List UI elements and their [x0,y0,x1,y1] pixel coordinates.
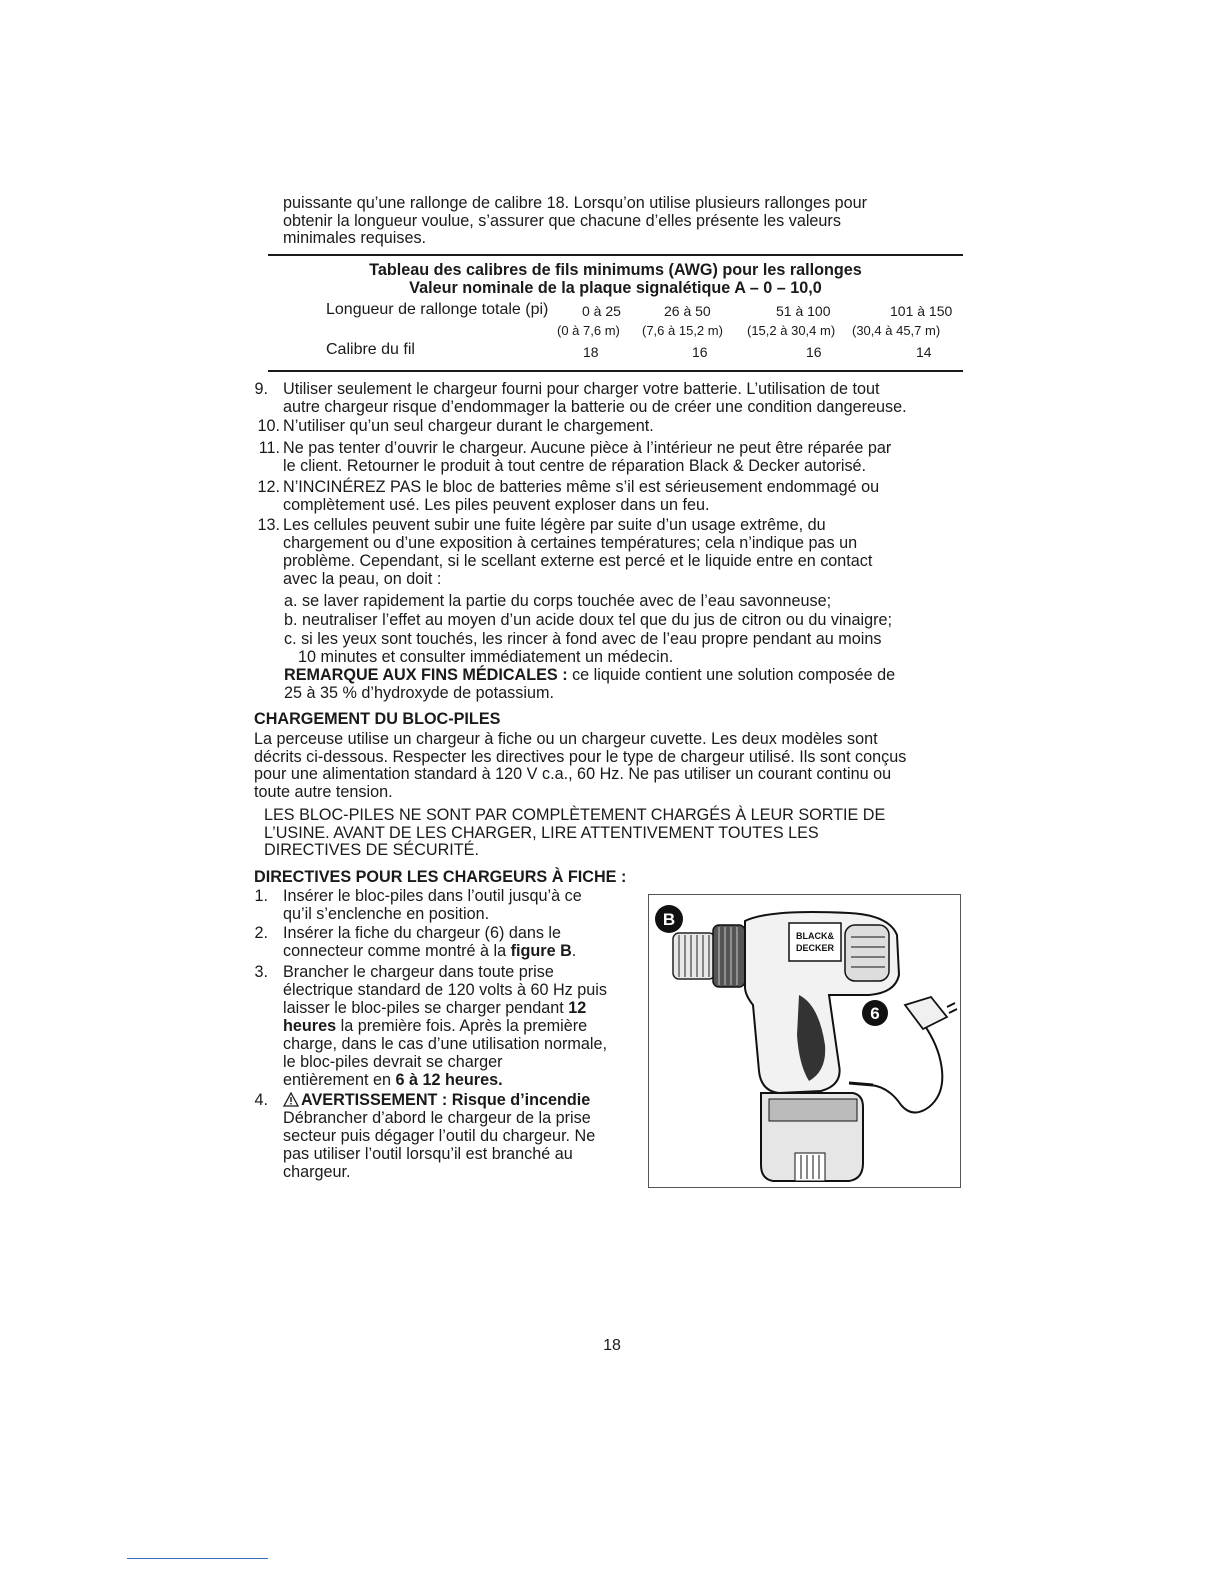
step-line: charge, dans le cas d’une utilisation normale, [283,1035,607,1053]
table-cell: 16 [806,344,822,360]
step-line [283,1072,503,1090]
paragraph-line: La perceuse utilise un chargeur à fiche ou un chargeur cuvette. Les deux modèles sont [254,730,878,748]
step-line: Débrancher d’abord le chargeur de la prise [283,1109,591,1127]
figure-reference: figure B [510,942,572,960]
step-number: 3. [254,963,268,981]
step-emphasis: 6 à 12 heures. [395,1071,503,1089]
step-line: Insérer la fiche du chargeur (6) dans le [283,924,562,942]
paragraph-line: décrits ci-dessous. Respecter les directives pour le type de chargeur utilisé. Ils sont conçus [254,747,907,766]
table-top-rule [268,254,963,256]
sub-item-b: b. neutraliser l’effet au moyen d’un acide doux tel que du jus de citron ou du vinaigre; [284,611,893,629]
list-number: 11. [258,439,280,457]
intro-line: obtenir la longueur voulue, s’assurer que chacune d’elles présente les valeurs [283,211,841,230]
step-line [283,1018,587,1036]
intro-line: puissante qu’une rallonge de calibre 18. Lorsqu’on utilise plusieurs rallonges pour [283,194,868,212]
table-row-gauge-label: Calibre du fil [326,341,415,358]
page-number: 18 [603,1337,621,1354]
table-cell: 16 [692,344,708,360]
list-number: 12. [257,478,280,496]
table-cell: 14 [916,344,932,360]
table-cell-metric: (0 à 7,6 m) [557,323,620,338]
list-item-line: N’utiliser qu’un seul chargeur durant le chargement. [283,417,654,435]
list-item-line: Utiliser seulement le chargeur fourni pour charger votre batterie. L’utilisation de tout [283,380,880,398]
brand-logo-line1: BLACK& [796,931,834,941]
paragraph-line: toute autre tension. [254,782,393,801]
list-item-line: N’INCINÉREZ PAS le bloc de batteries même s’il est sérieusement endommagé ou [283,478,880,496]
notice-line: L’USINE. AVANT DE LES CHARGER, LIRE ATTENTIVEMENT TOUTES LES [264,823,819,842]
intro-line: minimales requises. [283,229,427,248]
warning-title: AVERTISSEMENT : Risque d’incendie [301,1091,591,1109]
table-cell: 18 [583,344,599,360]
table-cell-metric: (15,2 à 30,4 m) [747,323,836,338]
sub-item-c-line2: 10 minutes et consulter immédiatement un médecin. [298,648,674,666]
drill-illustration [649,895,960,1187]
table-cell: 0 à 25 [582,303,621,319]
step-line [283,1000,586,1018]
step-emphasis: heures [283,1017,337,1035]
step-line [283,943,576,961]
medical-note-label: REMARQUE AUX FINS MÉDICALES : [284,666,568,684]
brand-logo-line2: DECKER [795,943,835,953]
step-text: entièrement en [283,1071,396,1089]
table-row-length-label: Longueur de rallonge totale (pi) [326,301,549,318]
medical-note [284,667,895,685]
paragraph-line: pour une alimentation standard à 120 V c.a., 60 Hz. Ne pas utiliser un courant continu ou [254,765,892,784]
footer-rule [127,1558,268,1559]
list-item-line: Les cellules peuvent subir une fuite légère par suite d’un usage extrême, du [283,516,826,534]
figure-b [648,894,961,1188]
step-line: Brancher le chargeur dans toute prise [283,963,554,981]
table-subtitle: Valeur nominale de la plaque signalétique A – 0 – 10,0 [409,279,822,297]
list-item-line: problème. Cependant, si le scellant externe est percé et le liquide entre en contact [283,552,873,570]
list-item-line: Ne pas tenter d’ouvrir le chargeur. Aucune pièce à l’intérieur ne peut être réparée par [283,439,892,457]
table-cell: 51 à 100 [776,303,831,319]
list-item-line: le client. Retourner le produit à tout centre de réparation Black & Decker autorisé. [283,457,867,475]
medical-note-text: ce liquide contient une solution composée de [567,666,896,684]
list-number: 9. [254,380,268,398]
table-cell: 26 à 50 [664,303,711,319]
step-emphasis: 12 [568,999,587,1017]
sub-item-a: a. se laver rapidement la partie du corps touchée avec de l’eau savonneuse; [284,592,832,610]
table-cell-metric: (7,6 à 15,2 m) [642,323,723,338]
list-item-line: avec la peau, on doit : [283,570,442,588]
table-title: Tableau des calibres de fils minimums (AWG) pour les rallonges [369,261,862,279]
step-number: 1. [254,887,268,905]
figure-label-6: 6 [870,1004,880,1023]
step-number: 2. [254,924,268,942]
section-heading-charging: CHARGEMENT DU BLOC-PILES [254,710,501,728]
step-line: pas utiliser l’outil lorsqu’il est branché au [283,1145,573,1163]
notice-line: DIRECTIVES DE SÉCURITÉ. [264,841,479,860]
step-text: . [571,942,577,960]
figure-label-b: B [662,910,676,929]
sub-item-c: c. si les yeux sont touchés, les rincer à fond avec de l’eau propre pendant au moins [284,630,882,648]
charging-notice [264,807,964,860]
section-heading-plug-charger: DIRECTIVES POUR LES CHARGEURS À FICHE : [254,868,627,886]
list-item-line: complètement usé. Les piles peuvent exploser dans un feu. [283,496,710,514]
list-item-line: autre chargeur risque d’endommager la batterie ou de créer une condition dangereuse. [283,398,907,416]
step-text: la première fois. Après la première [336,1017,588,1035]
step-line: chargeur. [283,1163,351,1181]
step-text: connecteur comme montré à la [283,942,511,960]
table-bottom-rule [268,370,963,372]
step-line: qu’il s’enclenche en position. [283,905,490,923]
step-line: le bloc-piles devrait se charger [283,1053,503,1071]
table-cell-metric: (30,4 à 45,7 m) [852,323,941,338]
list-number: 13. [257,516,280,534]
step-text: laisser le bloc-piles se charger pendant [283,999,569,1017]
charging-paragraph [254,731,974,801]
list-number: 10. [257,417,280,435]
list-item-line: chargement ou d’une exposition à certaines températures; cela n’indique pas un [283,534,858,552]
step-line: secteur puis dégager l’outil du chargeur. Ne [283,1127,596,1145]
intro-paragraph [283,195,943,248]
step-line: Insérer le bloc-piles dans l’outil jusqu’à ce [283,887,582,905]
step-number: 4. [254,1091,268,1109]
table-cell: 101 à 150 [890,303,953,319]
medical-note-line2: 25 à 35 % d’hydroxyde de potassium. [284,684,554,702]
step-line: électrique standard de 120 volts à 60 Hz puis [283,981,607,999]
notice-line: LES BLOC-PILES NE SONT PAR COMPLÈTEMENT CHARGÉS À LEUR SORTIE DE [264,806,886,824]
